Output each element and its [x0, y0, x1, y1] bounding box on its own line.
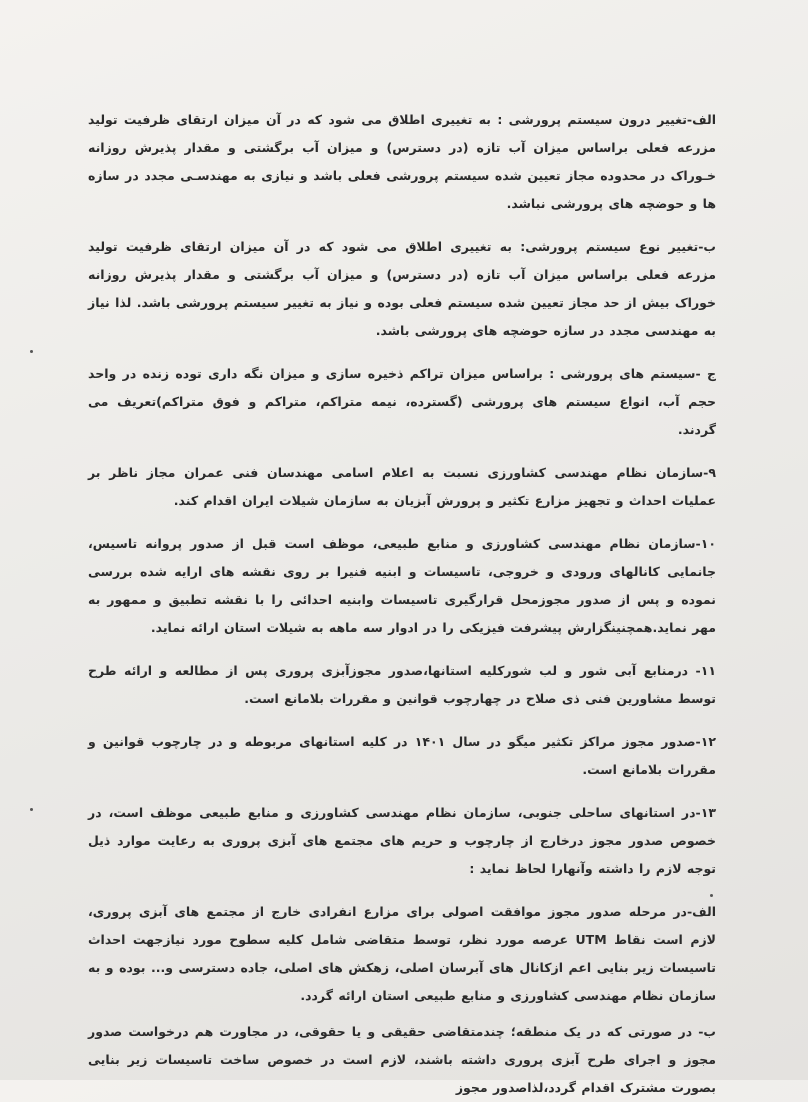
paragraph-item-13: ۱۳-در استانهای ساحلی جنوبی، سازمان نظام مهندسی کشاورزی و منابع طبیعی موظف است، در خصوص صدور مجوز درخارج از چارچوب و حریم های مجتمع های آبزی پروری به رعایت موارد ذیل توجه لازم را داشته وآنهارا لحاظ نماید :	[88, 805, 716, 876]
paragraph-alef-in-system-change: الف-تغییر درون سیستم پرورشی : به تغییری اطلاق می شود که در آن میزان ارتقای ظرفیت تولید مزرعه فعلی براساس میزان آب تازه (در دسترس) و میزان آب برگشتی و مقدار پذیرش روزانه خـوراک در محدوده مجاز تعیین شده سیستم پرورشی فعلی باشد و نیازی به مهندسـی مجدد در سازه ها و حوضچه های پرورشی نباشد.	[88, 112, 716, 211]
paragraph-item-12: ۱۲-صدور مجوز مراکز تکثیر میگو در سال ۱۴۰۱ در کلیه استانهای مربوطه و در چارچوب قوانین و مقررات بلامانع است.	[88, 734, 716, 777]
paragraph-item-9: ۹-سازمان نظام مهندسی کشاورزی نسبت به اعلام اسامی مهندسان فنی عمران مجاز ناظر بر عملیات احداث و تجهیز مزارع تکثیر و پرورش آبزیان به سازمان شیلات ایران اقدام کند.	[88, 465, 716, 508]
stray-mark	[30, 350, 33, 353]
stray-mark	[710, 894, 713, 897]
paragraph-be-system-type-change: ب-تغییر نوع سیستم پرورشی: به تغییری اطلاق می شود که در آن میزان ارتقای ظرفیت تولید مزرعه فعلی براساس میزان آب تازه (در دسترس) و میزان آب برگشتی و مقدار پذیرش روزانه خوراک بیش از حد مجاز تعیین شده سیستم فعلی بوده و نیاز به تغییر سیستم پرورشی باشد. لذا نیاز به مهندسی مجدد در سازه حوضچه های پرورشی باشد.	[88, 239, 716, 338]
paragraph-13-be: ب- در صورتی که در یک منطقه؛ چندمتقاضی حقیقی و یا حقوقی، در مجاورت هم درخواست صدور مجوز و اجرای طرح آبزی پروری داشته باشند، لازم است در خصوص ساخت تاسیسات زیر بنایی بصورت مشترک اقدام گردد،لذاصدور مجوز	[88, 1024, 716, 1095]
paragraph-item-10: ۱۰-سازمان نظام مهندسی کشاورزی و منابع طبیعی، موظف است قبل از صدور پروانه تاسیس، جانمایی کانالهای ورودی و خروجی، تاسیسات و ابنیه فنیرا بر روی نقشه های ارایه شده بررسی نموده و پس از صدور مجوزمحل قرارگیری تاسیسات وابنیه احدائی را با نقشه تطبیق و ممهور به مهر نماید.همچنینگزارش پیشرفت فیزیکی را در ادوار سه ماهه به شیلات استان ارائه نماید.	[88, 536, 716, 635]
paragraph-13-alef: الف-در مرحله صدور مجوز موافقت اصولی برای مزارع انفرادی خارج از مجتمع های آبزی پروری، لازم است نقاط UTM عرصه مورد نظر، توسط متقاضی شامل کلیه سطوح مورد نیازجهت احداث تاسیسات زیر بنایی اعم ازکانال های آبرسان اصلی، زهکش های اصلی، جاده دسترسی و... بوده و به سازمان نظام مهندسی کشاورزی و منابع طبیعی استان ارائه گردد.	[88, 904, 716, 1003]
paragraph-jim-farming-systems: ج -سیستم های پرورشی : براساس میزان تراکم ذخیره سازی و میزان نگه داری توده زنده در واحد حجم آب، انواع سیستم های پرورشی (گسترده، نیمه متراکم، متراکم و فوق متراکم)تعریف می گردند.	[88, 366, 716, 437]
paragraph-item-11: ۱۱- درمنابع آبی شور و لب شورکلیه استانها،صدور مجوزآبزی پروری پس از مطالعه و ارائه طرح توسط مشاورین فنی ذی صلاح در چهارچوب قوانین و مقررات بلامانع است.	[88, 663, 716, 706]
stray-mark	[30, 808, 33, 811]
